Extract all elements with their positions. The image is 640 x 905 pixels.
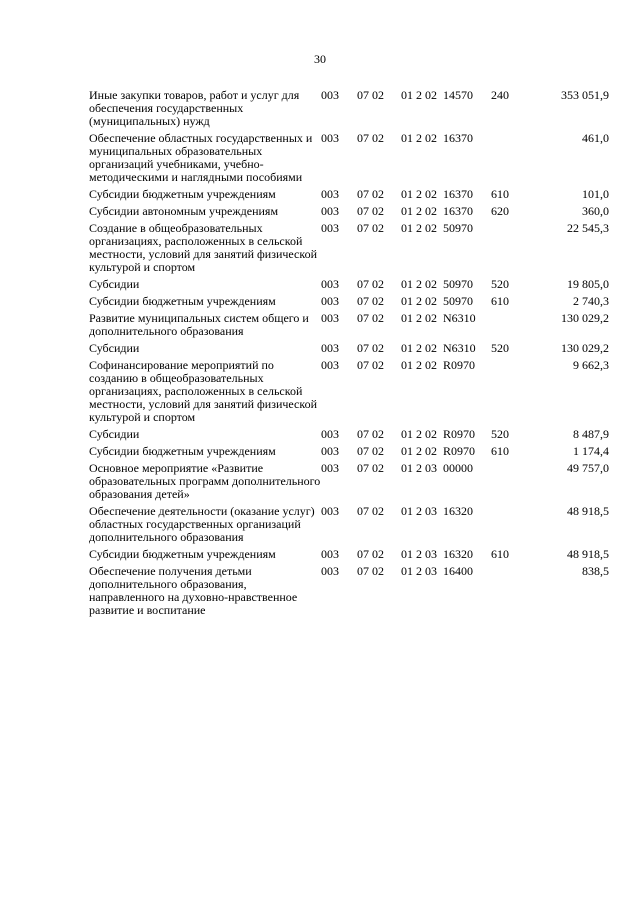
- row-direction-code: R0970: [443, 358, 476, 372]
- row-section-code: 07 02: [357, 221, 384, 235]
- row-program-code: 01 2 03: [401, 547, 437, 561]
- row-administrator-code: 003: [321, 461, 339, 475]
- table-row: [89, 222, 609, 278]
- row-amount: 48 918,5: [567, 547, 609, 561]
- page-number: 30: [314, 52, 326, 66]
- table-row: [89, 312, 609, 342]
- row-direction-code: 16400: [443, 564, 473, 578]
- row-expense-type-code: [491, 222, 531, 278]
- row-section-code: 07 02: [357, 131, 384, 145]
- row-name: Иные закупки товаров, работ и услуг для обеспечения государственных (муниципальных) нужд: [89, 88, 300, 128]
- budget-table: [89, 89, 609, 621]
- row-expense-type-code: [491, 565, 531, 621]
- row-section-code: 07 02: [357, 311, 384, 325]
- row-program-code: 01 2 02: [401, 88, 437, 102]
- row-program-code: 01 2 02: [401, 444, 437, 458]
- row-expense-type-code: [491, 312, 531, 342]
- table-row: [89, 505, 609, 548]
- row-section-code: 07 02: [357, 504, 384, 518]
- row-administrator-code: 003: [321, 131, 339, 145]
- row-direction-code: 16320: [443, 504, 473, 518]
- table-row: [89, 342, 609, 359]
- row-section-code: 07 02: [357, 204, 384, 218]
- row-amount: 22 545,3: [567, 221, 609, 235]
- row-program-code: 01 2 02: [401, 358, 437, 372]
- row-direction-code: R0970: [443, 427, 476, 441]
- row-expense-type-code: 240: [491, 88, 509, 102]
- row-section-code: 07 02: [357, 88, 384, 102]
- row-section-code: 07 02: [357, 294, 384, 308]
- table-row: [89, 428, 609, 445]
- row-program-code: 01 2 02: [401, 311, 437, 325]
- row-amount: 838,5: [582, 564, 609, 578]
- row-section-code: 07 02: [357, 564, 384, 578]
- budget-table-body: [89, 89, 609, 621]
- row-program-code: 01 2 02: [401, 221, 437, 235]
- row-section-code: 07 02: [357, 341, 384, 355]
- table-row: [89, 89, 609, 132]
- row-section-code: 07 02: [357, 547, 384, 561]
- row-name: Субсидии бюджетным учреждениям: [89, 294, 276, 308]
- row-amount: 48 918,5: [567, 504, 609, 518]
- row-name: Обеспечение деятельности (оказание услуг) областных государственных организаций дополнительного образования: [89, 504, 315, 544]
- row-program-code: 01 2 03: [401, 504, 437, 518]
- row-program-code: 01 2 03: [401, 564, 437, 578]
- row-direction-code: N6310: [443, 311, 476, 325]
- row-name: Обеспечение получения детьми дополнительного образования, направленного на духовно-нравственное развитие и воспитание: [89, 564, 298, 617]
- row-section-code: 07 02: [357, 187, 384, 201]
- row-amount: 461,0: [582, 131, 609, 145]
- row-amount: 2 740,3: [573, 294, 609, 308]
- row-administrator-code: 003: [321, 427, 339, 441]
- table-row: [89, 132, 609, 188]
- row-expense-type-code: [491, 359, 531, 428]
- row-direction-code: 16320: [443, 547, 473, 561]
- table-row: [89, 548, 609, 565]
- row-administrator-code: 003: [321, 358, 339, 372]
- row-amount: 130 029,2: [561, 341, 609, 355]
- row-administrator-code: 003: [321, 564, 339, 578]
- row-administrator-code: 003: [321, 88, 339, 102]
- table-row: [89, 295, 609, 312]
- row-expense-type-code: 620: [491, 204, 509, 218]
- row-program-code: 01 2 02: [401, 341, 437, 355]
- row-administrator-code: 003: [321, 294, 339, 308]
- row-direction-code: 50970: [443, 221, 473, 235]
- row-expense-type-code: 520: [491, 427, 509, 441]
- row-name: Субсидии: [89, 277, 140, 291]
- row-administrator-code: 003: [321, 547, 339, 561]
- row-direction-code: 14570: [443, 88, 473, 102]
- table-row: [89, 445, 609, 462]
- row-direction-code: 16370: [443, 131, 473, 145]
- row-expense-type-code: 610: [491, 547, 509, 561]
- row-direction-code: 16370: [443, 204, 473, 218]
- row-administrator-code: 003: [321, 187, 339, 201]
- row-program-code: 01 2 02: [401, 131, 437, 145]
- row-administrator-code: 003: [321, 341, 339, 355]
- row-expense-type-code: 610: [491, 187, 509, 201]
- row-program-code: 01 2 02: [401, 187, 437, 201]
- row-expense-type-code: [491, 505, 531, 548]
- row-name: Субсидии: [89, 341, 140, 355]
- table-row: [89, 565, 609, 621]
- row-direction-code: R0970: [443, 444, 476, 458]
- row-expense-type-code: 610: [491, 294, 509, 308]
- row-expense-type-code: [491, 132, 531, 188]
- row-administrator-code: 003: [321, 204, 339, 218]
- row-direction-code: 50970: [443, 294, 473, 308]
- row-section-code: 07 02: [357, 444, 384, 458]
- row-amount: 360,0: [582, 204, 609, 218]
- row-section-code: 07 02: [357, 461, 384, 475]
- row-expense-type-code: 520: [491, 341, 509, 355]
- table-row: [89, 188, 609, 205]
- row-administrator-code: 003: [321, 504, 339, 518]
- table-row: [89, 359, 609, 428]
- row-administrator-code: 003: [321, 277, 339, 291]
- row-program-code: 01 2 02: [401, 427, 437, 441]
- row-name: Развитие муниципальных систем общего и дополнительного образования: [89, 311, 309, 338]
- row-amount: 19 805,0: [567, 277, 609, 291]
- row-direction-code: 00000: [443, 461, 473, 475]
- row-amount: 49 757,0: [567, 461, 609, 475]
- row-name: Основное мероприятие «Развитие образовательных программ дополнительного образования детей»: [89, 461, 321, 501]
- row-amount: 101,0: [582, 187, 609, 201]
- row-section-code: 07 02: [357, 427, 384, 441]
- row-name: Субсидии автономным учреждениям: [89, 204, 279, 218]
- row-program-code: 01 2 02: [401, 277, 437, 291]
- table-row: [89, 205, 609, 222]
- row-name: Создание в общеобразовательных организациях, расположенных в сельской местности, условий для занятий физической культурой и спортом: [89, 221, 318, 274]
- row-name: Обеспечение областных государственных и муниципальных образовательных организаций учебниками, учебно-методическими и наглядными пособиями: [89, 131, 313, 184]
- table-row: [89, 278, 609, 295]
- table-row: [89, 462, 609, 505]
- row-amount: 353 051,9: [561, 88, 609, 102]
- row-amount: 1 174,4: [573, 444, 609, 458]
- row-name: Субсидии: [89, 427, 140, 441]
- row-administrator-code: 003: [321, 221, 339, 235]
- row-name: Субсидии бюджетным учреждениям: [89, 187, 276, 201]
- row-program-code: 01 2 02: [401, 294, 437, 308]
- row-administrator-code: 003: [321, 444, 339, 458]
- row-direction-code: N6310: [443, 341, 476, 355]
- row-section-code: 07 02: [357, 358, 384, 372]
- row-program-code: 01 2 02: [401, 204, 437, 218]
- row-name: Субсидии бюджетным учреждениям: [89, 444, 276, 458]
- row-amount: 130 029,2: [561, 311, 609, 325]
- row-program-code: 01 2 03: [401, 461, 437, 475]
- row-expense-type-code: 610: [491, 444, 509, 458]
- row-direction-code: 50970: [443, 277, 473, 291]
- row-section-code: 07 02: [357, 277, 384, 291]
- row-name: Софинансирование мероприятий по созданию в общеобразовательных организациях, расположенных в сельской местности, условий для занятий физической культурой и спортом: [89, 358, 318, 424]
- row-direction-code: 16370: [443, 187, 473, 201]
- row-amount: 9 662,3: [573, 358, 609, 372]
- row-administrator-code: 003: [321, 311, 339, 325]
- row-expense-type-code: [491, 462, 531, 505]
- row-name: Субсидии бюджетным учреждениям: [89, 547, 276, 561]
- row-amount: 8 487,9: [573, 427, 609, 441]
- row-expense-type-code: 520: [491, 277, 509, 291]
